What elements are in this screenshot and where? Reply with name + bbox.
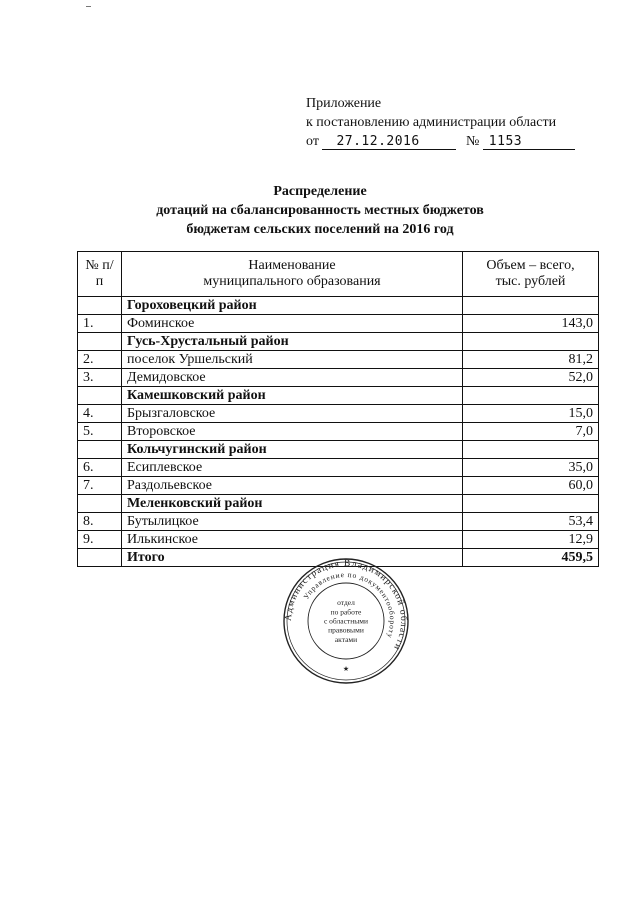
row-name: Второвское: [122, 423, 463, 441]
official-stamp: [282, 557, 410, 685]
row-value: 81,2: [463, 351, 599, 369]
row-value: [463, 387, 599, 405]
decree-date: 27.12.2016: [322, 135, 456, 150]
row-number: 5.: [78, 423, 122, 441]
scan-speck: [86, 6, 91, 7]
row-value: 143,0: [463, 315, 599, 333]
row-name: Меленковский район: [122, 495, 463, 513]
stamp-center-line: по работе: [330, 607, 362, 617]
row-value: 52,0: [463, 369, 599, 387]
row-value: 7,0: [463, 423, 599, 441]
row-number: [78, 441, 122, 459]
district-row: [78, 297, 599, 315]
stamp-center-line: с областными: [323, 616, 369, 626]
row-name: Бутылицкое: [122, 513, 463, 531]
title-line-2: дотаций на сбалансированность местных бюджетов: [156, 203, 484, 218]
row-number: [78, 549, 122, 567]
row-number: 4.: [78, 405, 122, 423]
table-row: [78, 405, 599, 423]
row-number: 1.: [78, 315, 122, 333]
document-title: [0, 182, 640, 239]
district-row: [78, 387, 599, 405]
stamp-inner-textpath: Управление по документообороту: [301, 569, 398, 640]
stamp-center-line: актами: [334, 634, 358, 644]
row-number: 6.: [78, 459, 122, 477]
row-value: [463, 495, 599, 513]
row-value: [463, 333, 599, 351]
appendix-title: Приложение: [306, 96, 382, 111]
row-name: Камешковский район: [122, 387, 463, 405]
row-value: 12,9: [463, 531, 599, 549]
table-row: [78, 459, 599, 477]
row-name: Гороховецкий район: [122, 297, 463, 315]
row-value: [463, 297, 599, 315]
appendix-date-line: [306, 132, 575, 151]
row-number: [78, 333, 122, 351]
header-name-line-1: Наименование: [248, 258, 336, 273]
table-row: [78, 531, 599, 549]
header-value: [463, 252, 599, 297]
appendix-reference: к постановлению администрации области: [306, 115, 557, 130]
row-name: Кольчугинский район: [122, 441, 463, 459]
row-number: 3.: [78, 369, 122, 387]
stamp-center-line: правовыми: [328, 625, 364, 635]
table-row: [78, 423, 599, 441]
table-header-row: [78, 252, 599, 297]
row-name: Демидовское: [122, 369, 463, 387]
header-name: [122, 252, 463, 297]
row-value: 53,4: [463, 513, 599, 531]
row-number: 7.: [78, 477, 122, 495]
row-name: Гусь-Хрустальный район: [122, 333, 463, 351]
row-number: 8.: [78, 513, 122, 531]
appendix-block: [306, 94, 575, 151]
row-name: Брызгаловское: [122, 405, 463, 423]
table-body: [78, 252, 599, 567]
table-row: [78, 513, 599, 531]
title-line-3: бюджетам сельских поселений на 2016 год: [186, 222, 454, 237]
header-name-line-2: муниципального образования: [203, 274, 381, 289]
row-value: [463, 441, 599, 459]
stamp-outer-textpath: Администрация Владимирской области: [283, 558, 409, 653]
row-value: 35,0: [463, 459, 599, 477]
stamp-star: ★: [342, 665, 350, 673]
row-name: Раздольевское: [122, 477, 463, 495]
row-name: поселок Уршельский: [122, 351, 463, 369]
header-value-line-1: Объем – всего,: [486, 258, 575, 273]
row-name: Фоминское: [122, 315, 463, 333]
header-num: № п/п: [78, 252, 122, 297]
row-number: [78, 297, 122, 315]
row-value: 60,0: [463, 477, 599, 495]
district-row: [78, 495, 599, 513]
stamp-center-text: [324, 598, 368, 644]
row-number: 2.: [78, 351, 122, 369]
stamp-center-line: отдел: [337, 598, 355, 608]
decree-number: 1153: [483, 135, 575, 150]
number-label: №: [465, 134, 480, 149]
row-name: Илькинское: [122, 531, 463, 549]
title-line-1: Распределение: [273, 184, 367, 199]
row-name: Есиплевское: [122, 459, 463, 477]
from-label: от: [306, 134, 319, 149]
row-name: Итого: [122, 549, 463, 567]
distribution-table: [77, 251, 599, 567]
row-number: [78, 495, 122, 513]
table-row: [78, 315, 599, 333]
table-row: [78, 351, 599, 369]
row-value: 15,0: [463, 405, 599, 423]
table-row: [78, 369, 599, 387]
district-row: [78, 441, 599, 459]
district-row: [78, 333, 599, 351]
table-row: [78, 477, 599, 495]
row-value: 459,5: [463, 549, 599, 567]
row-number: [78, 387, 122, 405]
header-value-line-2: тыс. рублей: [495, 274, 566, 289]
row-number: 9.: [78, 531, 122, 549]
